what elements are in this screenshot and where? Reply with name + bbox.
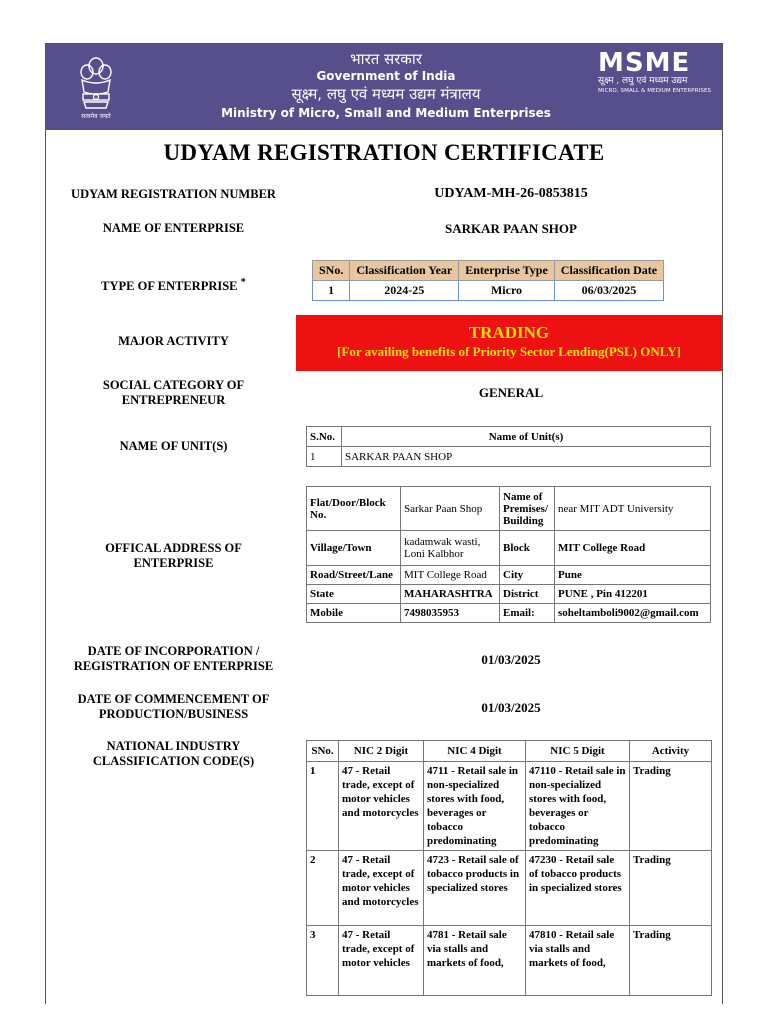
nic-4-digit: 4781 - Retail sale via stalls and markets of food, — [424, 926, 526, 996]
mobile-label: Mobile — [307, 604, 401, 623]
units-label: NAME OF UNIT(S) — [119, 439, 228, 453]
units-row — [307, 447, 711, 467]
social-category-value: GENERAL — [478, 385, 544, 400]
classification-enterprise-type: Micro — [459, 281, 555, 301]
classification-table — [312, 260, 664, 301]
classification-header-cell: Enterprise Type — [459, 261, 555, 281]
nic-sno: 2 — [307, 851, 339, 926]
certificate-page — [45, 43, 723, 1004]
svg-text:सत्यमेव जयते: सत्यमेव जयते — [81, 113, 111, 120]
psl-note: [For availing benefits of Priority Sector Lending(PSL) ONLY] — [337, 344, 681, 359]
units-header-row — [307, 427, 711, 447]
incorporation-date-label: DATE OF INCORPORATION / REGISTRATION OF ENTERPRISE — [73, 644, 274, 673]
address-row — [307, 531, 711, 566]
nic-4-digit: 4723 - Retail sale of tobacco products in specialized stores — [424, 851, 526, 926]
email-label: Email: — [500, 604, 555, 623]
classification-header-cell: Classification Year — [350, 261, 459, 281]
incorporation-date-value: 01/03/2025 — [481, 652, 541, 667]
units-table — [306, 426, 711, 467]
nic-sno: 1 — [307, 762, 339, 851]
nic-header-cell: NIC 4 Digit — [424, 741, 526, 762]
road-label: Road/Street/Lane — [307, 566, 401, 585]
certificate-title: UDYAM REGISTRATION CERTIFICATE — [163, 140, 605, 165]
msme-logo-text: MSME — [598, 48, 691, 78]
nic-row — [307, 762, 712, 851]
address-row — [307, 566, 711, 585]
address-row — [307, 604, 711, 623]
government-title-block — [196, 50, 576, 122]
nic-2-digit: 47 - Retail trade, except of motor vehicles and motorcycles — [339, 851, 424, 926]
nic-2-digit: 47 - Retail trade, except of motor vehicles and motorcycles — [339, 762, 424, 851]
mobile-value: 7498035953 — [401, 604, 500, 623]
road-value: MIT College Road — [401, 566, 500, 585]
nic-5-digit: 47110 - Retail sale in non-specialized stores with food, beverages or tobacco predominating — [526, 762, 630, 851]
email-value: soheltamboli9002@gmail.com — [555, 604, 711, 623]
msme-english-tagline: MICRO, SMALL & MEDIUM ENTERPRISES — [598, 88, 712, 94]
address-table — [306, 486, 711, 623]
classification-header-row — [313, 261, 664, 281]
nic-4-digit: 4711 - Retail sale in non-specialized stores with food, beverages or tobacco predominating — [424, 762, 526, 851]
nic-sno: 3 — [307, 926, 339, 996]
nic-header-cell: NIC 5 Digit — [526, 741, 630, 762]
premises-label: Name of Premises/ Building — [500, 487, 555, 531]
nic-row — [307, 926, 712, 996]
hindi-ministry-text: सूक्ष्म, लघु एवं मध्यम उद्यम मंत्रालय — [291, 85, 481, 103]
units-name: SARKAR PAAN SHOP — [342, 447, 711, 467]
nic-header-row — [307, 741, 712, 762]
registration-number-value: UDYAM-MH-26-0853815 — [434, 186, 588, 201]
major-activity-banner — [296, 315, 722, 371]
government-banner — [46, 44, 722, 130]
city-value: Pune — [555, 566, 711, 585]
national-emblem-icon — [74, 52, 118, 122]
nic-5-digit: 47810 - Retail sale via stalls and markets of food, — [526, 926, 630, 996]
address-row — [307, 585, 711, 604]
classification-sno: 1 — [313, 281, 350, 301]
nic-5-digit: 47230 - Retail sale of tobacco products in specialized stores — [526, 851, 630, 926]
classification-row — [313, 281, 664, 301]
district-value: PUNE , Pin 412201 — [555, 585, 711, 604]
nic-label: NATIONAL INDUSTRY CLASSIFICATION CODE(S) — [92, 739, 255, 768]
units-header-sno: S.No. — [307, 427, 342, 447]
ministry-text: Ministry of Micro, Small and Medium Enterprises — [221, 106, 551, 120]
units-sno: 1 — [307, 447, 342, 467]
enterprise-name-value: SARKAR PAAN SHOP — [445, 221, 577, 236]
nic-row — [307, 851, 712, 926]
classification-date: 06/03/2025 — [554, 281, 663, 301]
district-label: District — [500, 585, 555, 604]
commencement-date-label: DATE OF COMMENCEMENT OF PRODUCTION/BUSINESS — [77, 692, 270, 721]
village-value: kadamwak wasti, Loni Kalbhor — [401, 531, 500, 566]
nic-activity: Trading — [630, 851, 712, 926]
nic-activity: Trading — [630, 926, 712, 996]
official-address-label: OFFICAL ADDRESS OF ENTERPRISE — [105, 541, 242, 570]
major-activity-label: MAJOR ACTIVITY — [118, 334, 229, 348]
msme-hindi-tagline: सूक्ष्म , लघु एवं मध्यम उद्यम — [598, 76, 688, 86]
classification-header-cell: Classification Date — [554, 261, 663, 281]
classification-header-cell: SNo. — [313, 261, 350, 281]
nic-table — [306, 740, 712, 996]
premises-value: near MIT ADT University — [555, 487, 711, 531]
registration-number-label: UDYAM REGISTRATION NUMBER — [71, 187, 276, 201]
block-label: Block — [500, 531, 555, 566]
flat-value: Sarkar Paan Shop — [401, 487, 500, 531]
hindi-government-text: भारत सरकार — [350, 50, 422, 68]
address-row — [307, 487, 711, 531]
enterprise-type-label-text: TYPE OF ENTERPRISE — [101, 279, 238, 294]
social-category-label: SOCIAL CATEGORY OF ENTREPRENEUR — [102, 378, 245, 407]
msme-logo — [598, 50, 718, 95]
enterprise-type-label — [46, 275, 301, 294]
state-value: MAHARASHTRA — [401, 585, 500, 604]
government-of-india-text: Government of India — [316, 69, 456, 83]
state-label: State — [307, 585, 401, 604]
city-label: City — [500, 566, 555, 585]
major-activity-value: TRADING — [468, 323, 550, 342]
units-header-name: Name of Unit(s) — [342, 427, 711, 447]
enterprise-type-asterisk: * — [240, 277, 246, 288]
flat-label: Flat/Door/Block No. — [307, 487, 401, 531]
village-label: Village/Town — [307, 531, 401, 566]
classification-year: 2024-25 — [350, 281, 459, 301]
nic-header-cell: NIC 2 Digit — [339, 741, 424, 762]
commencement-date-value: 01/03/2025 — [481, 700, 541, 715]
enterprise-name-label: NAME OF ENTERPRISE — [102, 221, 245, 235]
nic-header-cell: SNo. — [307, 741, 339, 762]
nic-2-digit: 47 - Retail trade, except of motor vehicles — [339, 926, 424, 996]
nic-activity: Trading — [630, 762, 712, 851]
block-value: MIT College Road — [555, 531, 711, 566]
nic-header-cell: Activity — [630, 741, 712, 762]
